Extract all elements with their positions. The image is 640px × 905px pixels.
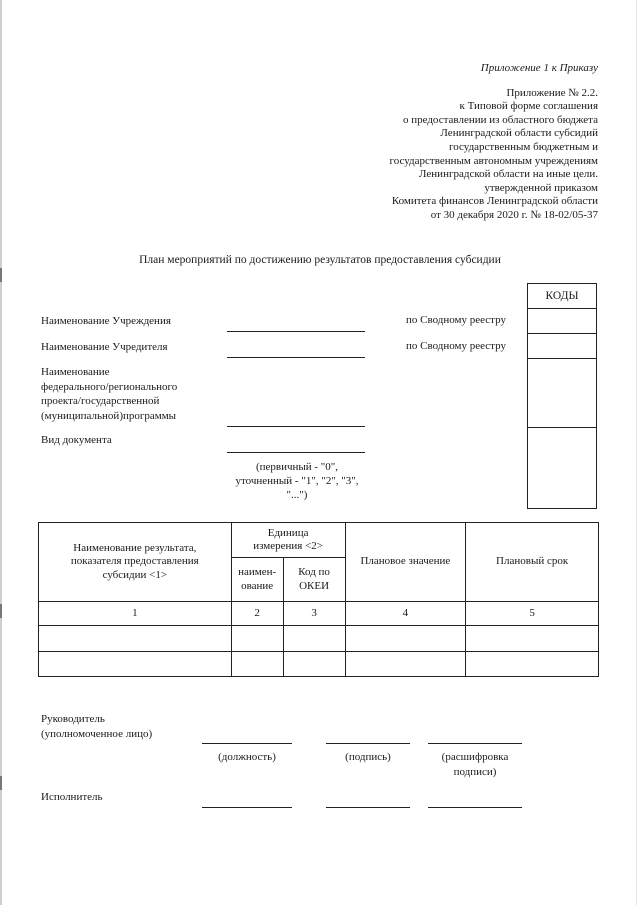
table-cell[interactable]	[345, 652, 466, 677]
header-planned-value: Плановое значение	[345, 523, 466, 602]
column-number: 5	[466, 602, 599, 626]
table-cell[interactable]	[345, 626, 466, 652]
header-line: Комитета финансов Ленинградской области	[391, 195, 598, 208]
institution-field[interactable]	[227, 331, 365, 332]
header-line: от 30 декабря 2020 г. № 18-02/05-37	[430, 208, 598, 221]
code-cell-doc-type[interactable]	[528, 427, 596, 508]
table-cell[interactable]	[231, 626, 283, 652]
decoding-caption-line: (расшифровка	[441, 751, 509, 763]
signature-caption: (подпись)	[345, 751, 391, 763]
scan-mark	[0, 776, 2, 790]
founder-label: Наименование Учредителя	[41, 341, 168, 353]
head-label-line: (уполномоченное лицо)	[41, 727, 153, 740]
codes-box	[527, 283, 597, 509]
table-row	[39, 652, 599, 677]
table-cell[interactable]	[39, 652, 232, 677]
executor-position-line[interactable]	[202, 807, 292, 808]
annex-header	[390, 62, 599, 223]
table-cell[interactable]	[283, 652, 345, 677]
column-number: 2	[231, 602, 283, 626]
column-number: 1	[39, 602, 232, 626]
founder-field[interactable]	[227, 357, 365, 358]
program-field[interactable]	[227, 426, 365, 427]
table-row	[39, 626, 599, 652]
document-title: План мероприятий по достижению результатов предоставления субсидии	[139, 254, 501, 266]
doc-type-hint: (первичный - "0", уточненный - "1", "2", "3", "...")	[235, 461, 359, 501]
registry-label-founder: по Сводному реестру	[406, 340, 506, 352]
table-cell[interactable]	[466, 626, 599, 652]
column-number: 3	[283, 602, 345, 626]
head-position-line[interactable]	[202, 743, 292, 744]
results-table	[38, 522, 599, 677]
codes-header: КОДЫ	[528, 284, 596, 309]
program-label	[41, 365, 177, 423]
table-cell[interactable]	[466, 652, 599, 677]
executor-decoding-line[interactable]	[428, 807, 522, 808]
header-line: о предоставлении из областного бюджета	[402, 113, 598, 126]
code-cell-institution[interactable]	[528, 308, 596, 334]
column-number: 4	[345, 602, 466, 626]
table-cell[interactable]	[39, 626, 232, 652]
executor-signature-line[interactable]	[326, 807, 410, 808]
header-line: утвержденной приказом	[484, 181, 598, 194]
scan-edge-left	[0, 0, 2, 905]
executor-label: Исполнитель	[41, 791, 103, 803]
header-planned-date: Плановый срок	[466, 523, 599, 602]
program-label-line: (муниципальной)программы	[41, 409, 177, 422]
header-line: Ленинградской области субсидий	[440, 127, 598, 140]
program-label-line: проекта/государственной	[41, 395, 160, 407]
header-unit: Единица измерения <2>	[231, 523, 345, 558]
table-cell[interactable]	[231, 652, 283, 677]
scan-mark	[0, 268, 2, 282]
institution-label: Наименование Учреждения	[41, 315, 171, 327]
table-cell[interactable]	[283, 626, 345, 652]
head-signature-line[interactable]	[326, 743, 410, 744]
registry-label-institution: по Сводному реестру	[406, 314, 506, 326]
program-label-line: федерального/регионального	[41, 380, 178, 393]
head-label-line: Руководитель	[41, 713, 105, 725]
header-line: к Типовой форме соглашения	[459, 100, 598, 113]
head-label	[41, 712, 152, 741]
header-result: Наименование результата, показателя предоставления субсидии <1>	[39, 523, 232, 602]
scan-mark	[0, 604, 2, 618]
decoding-caption	[428, 750, 522, 779]
header-line: Ленинградской области на иные цели.	[419, 168, 598, 181]
header-unit-name: наименование	[231, 558, 283, 602]
header-line: государственным бюджетным и	[449, 140, 598, 153]
decoding-caption-line: подписи)	[453, 765, 497, 778]
header-line: государственным автономным учреждениям	[389, 154, 598, 167]
scan-edge-right	[636, 0, 637, 905]
head-decoding-line[interactable]	[428, 743, 522, 744]
doc-type-field[interactable]	[227, 452, 365, 453]
doc-type-label: Вид документа	[41, 434, 112, 446]
position-caption: (должность)	[218, 751, 276, 763]
header-line: Приложение № 2.2.	[506, 86, 598, 99]
header-unit-code: Код по ОКЕИ	[283, 558, 345, 602]
program-label-line: Наименование	[41, 366, 110, 378]
annex-title: Приложение 1 к Приказу	[480, 62, 598, 74]
code-cell-program[interactable]	[528, 358, 596, 428]
code-cell-founder[interactable]	[528, 333, 596, 359]
